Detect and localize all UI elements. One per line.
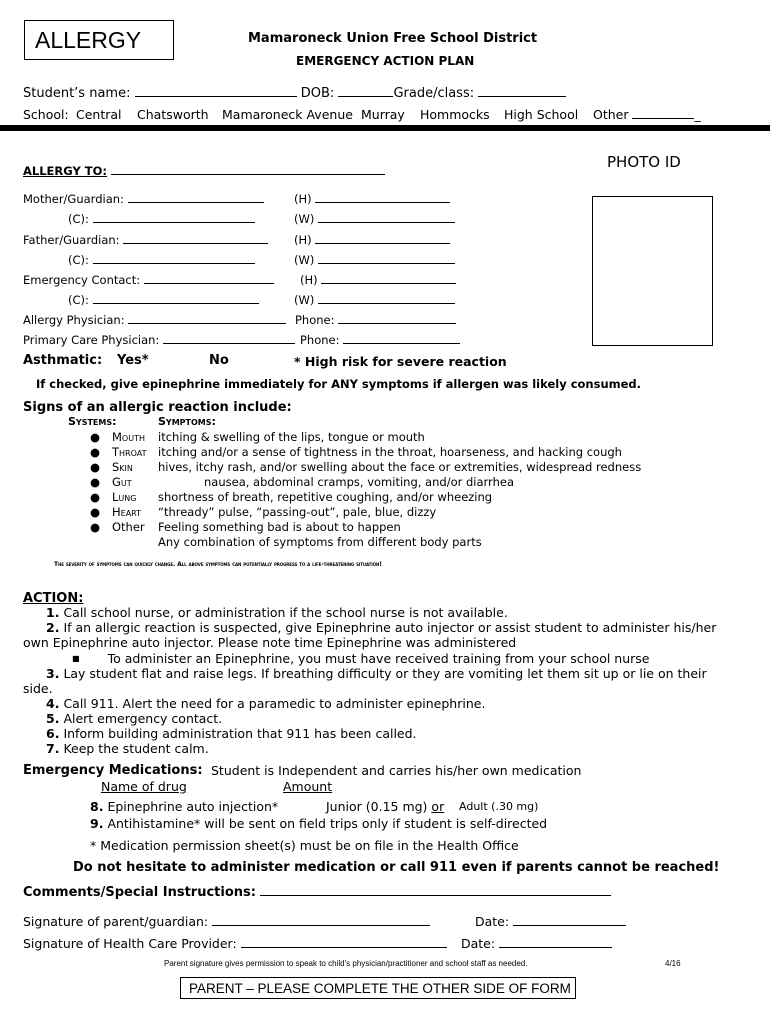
mother-cell-field[interactable] <box>93 210 255 223</box>
emergency-cell-row <box>68 291 259 307</box>
action-step <box>46 726 417 741</box>
allergy-physician-label: Allergy Physician: <box>23 313 125 327</box>
father-field[interactable] <box>123 231 268 244</box>
primary-physician-field[interactable] <box>163 331 295 344</box>
parent-signature-row <box>23 913 430 929</box>
emergency-work-row <box>294 291 455 307</box>
step-text: Lay student flat and raise legs. If breathing difficulty or they are vomiting let them sit up or lie on their <box>63 666 707 681</box>
home-phone-label: (H) <box>294 192 312 206</box>
symptoms-column-header: Symptoms: <box>158 415 216 428</box>
action-step <box>46 696 485 711</box>
signs-heading: Signs of an allergic reaction include: <box>23 400 292 415</box>
parent-signature-label: Signature of parent/guardian: <box>23 914 209 929</box>
combination-note: Any combination of symptoms from different body parts <box>158 535 482 549</box>
school-label: School: <box>23 107 69 122</box>
form-version: 4/16 <box>665 959 681 968</box>
asthmatic-yes-option[interactable]: Yes* <box>117 353 149 368</box>
symptom-text: hives, itchy rash, and/or swelling about the face or extremities, widespread redness <box>158 460 642 474</box>
emergency-cell-field[interactable] <box>93 291 259 304</box>
symptom-text: shortness of breath, repetitive coughing, and/or wheezing <box>158 490 493 504</box>
step-text: Alert emergency contact. <box>63 711 223 726</box>
allergy-badge-text: ALLERGY <box>35 27 142 53</box>
student-name-field[interactable] <box>135 84 297 97</box>
warning-text: Do not hesitate to administer medication or call 911 even if parents cannot be reached! <box>73 860 720 875</box>
system-name: Gut <box>112 475 132 489</box>
banner-text: PARENT – PLEASE COMPLETE THE OTHER SIDE OF FORM <box>189 981 571 996</box>
independent-note: Student is Independent and carries his/her own medication <box>211 763 582 778</box>
district-name: Mamaroneck Union Free School District <box>248 31 538 46</box>
system-name: Throat <box>112 445 147 459</box>
school-option-mamaroneck-avenue[interactable]: Mamaroneck Avenue <box>222 107 353 122</box>
high-risk-note: * High risk for severe reaction <box>294 354 507 369</box>
school-option-other[interactable]: Other _ <box>593 107 701 122</box>
action-step <box>46 605 508 620</box>
home-phone-label: (H) <box>300 273 318 287</box>
date-label: Date: <box>461 936 496 951</box>
junior-dose-label: Junior (0.15 mg) <box>326 799 428 814</box>
parent-signature-field[interactable] <box>212 913 430 926</box>
symptom-text: itching and/or a sense of tightness in the throat, hoarseness, and hacking cough <box>158 445 622 459</box>
mother-cell-row <box>68 210 255 226</box>
work-phone-label: (W) <box>294 253 315 267</box>
mother-field[interactable] <box>128 190 264 203</box>
father-work-field[interactable] <box>318 251 455 264</box>
grade-label: Grade/class: <box>393 86 475 101</box>
allergy-physician-phone-field[interactable] <box>338 311 456 324</box>
section-divider <box>0 125 770 131</box>
cell-phone-label: (C): <box>68 293 89 307</box>
system-name: Heart <box>112 505 142 519</box>
action-step <box>46 666 707 681</box>
mother-home-field[interactable] <box>315 190 450 203</box>
school-option-chatsworth[interactable]: Chatsworth <box>137 107 209 122</box>
comments-field[interactable] <box>260 883 611 896</box>
step-continuation: own Epinephrine auto injector. Please note time Epinephrine was administered <box>23 635 517 650</box>
medication-item-9 <box>90 816 547 831</box>
step-text: Keep the student calm. <box>63 741 209 756</box>
permission-note: * Medication permission sheet(s) must be on file in the Health Office <box>90 838 519 853</box>
amount-column-header: Amount <box>283 779 333 794</box>
system-name: Skin <box>112 460 133 474</box>
allergy-to-row: ALLERGY TO: <box>23 162 385 178</box>
primary-physician-phone-field[interactable] <box>343 331 460 344</box>
mother-work-field[interactable] <box>318 210 455 223</box>
step-continuation: side. <box>23 681 53 696</box>
action-step <box>46 620 716 635</box>
dob-label: DOB: <box>300 86 335 101</box>
primary-physician-phone-row <box>300 331 460 347</box>
parent-date-row <box>475 913 626 929</box>
step-number: 3. <box>46 666 60 681</box>
system-name: Other <box>112 520 145 534</box>
symptom-text: “thready” pulse, “passing-out”, pale, blue, dizzy <box>158 505 437 519</box>
step-text: Call 911. Alert the need for a paramedic to administer epinephrine. <box>63 696 486 711</box>
emergency-work-field[interactable] <box>318 291 455 304</box>
medication-name: Antihistamine* will be sent on field trips only if student is self-directed <box>107 816 548 831</box>
allergy-to-label: ALLERGY TO <box>23 164 103 178</box>
symptom-text: itching & swelling of the lips, tongue or mouth <box>158 430 425 444</box>
provider-signature-field[interactable] <box>241 935 447 948</box>
sub-bullet: ■ To administer an Epinephrine, you must have received training from your school nurse <box>72 651 650 666</box>
emergency-home-row <box>300 271 456 287</box>
allergy-physician-row <box>23 311 286 327</box>
step-text: Inform building administration that 911 has been called. <box>63 726 417 741</box>
father-home-row <box>294 231 450 247</box>
systems-column-header: Systems: <box>68 415 117 428</box>
action-step <box>46 741 209 756</box>
severity-note: The severity of symptoms can quickly change. All above symptoms can potentially progress to a life-threatening situation! <box>54 561 382 568</box>
primary-physician-row <box>23 331 295 347</box>
emergency-field[interactable] <box>144 271 274 284</box>
footer-permission-note: Parent signature gives permission to speak to child’s physician/practitioner and school staff as needed. <box>164 959 528 968</box>
epinephrine-note: If checked, give epinephrine immediately for ANY symptoms if allergen was likely consumed. <box>36 377 642 391</box>
date-label: Date: <box>475 914 510 929</box>
cell-phone-label: (C): <box>68 253 89 267</box>
allergy-physician-phone-row <box>295 311 456 327</box>
dob-field[interactable] <box>338 84 393 97</box>
asthmatic-no-option[interactable]: No <box>209 353 229 368</box>
student-info-row <box>23 84 566 101</box>
emergency-medications-label: Emergency Medications: <box>23 763 203 778</box>
phone-label: Phone: <box>300 333 340 347</box>
primary-physician-label: Primary Care Physician: <box>23 333 160 347</box>
step-number: 7. <box>46 741 60 756</box>
emergency-home-field[interactable] <box>321 271 456 284</box>
father-label: Father/Guardian: <box>23 233 120 247</box>
school-option-hommocks[interactable]: Hommocks <box>420 107 490 122</box>
step-number: 6. <box>46 726 60 741</box>
step-number: 4. <box>46 696 60 711</box>
phone-label: Phone: <box>295 313 335 327</box>
grade-field[interactable] <box>478 84 566 97</box>
school-option-central[interactable]: Central <box>76 107 122 122</box>
father-cell-field[interactable] <box>93 251 255 264</box>
work-phone-label: (W) <box>294 212 315 226</box>
school-option-high-school[interactable]: High School <box>504 107 579 122</box>
work-phone-label: (W) <box>294 293 315 307</box>
father-cell-row <box>68 251 255 267</box>
symptom-text: nausea, abdominal cramps, vomiting, and/or diarrhea <box>204 475 514 489</box>
sub-bullet-text: To administer an Epinephrine, you must have received training from your school nurse <box>107 651 650 666</box>
provider-signature-label: Signature of Health Care Provider: <box>23 936 237 951</box>
provider-date-row <box>461 935 612 951</box>
system-name: Lung <box>112 490 137 504</box>
step-text: Call school nurse, or administration if the school nurse is not available. <box>63 605 508 620</box>
system-name: Mouth <box>112 430 145 444</box>
father-home-field[interactable] <box>315 231 450 244</box>
action-heading: ACTION: <box>23 591 84 606</box>
provider-signature-row <box>23 935 447 951</box>
allergy-to-field[interactable] <box>111 162 385 175</box>
cell-phone-label: (C): <box>68 212 89 226</box>
complete-other-side-banner <box>180 977 576 999</box>
step-number: 2. <box>46 620 60 635</box>
comments-row <box>23 883 611 900</box>
father-work-row <box>294 251 455 267</box>
allergy-badge <box>24 20 174 60</box>
comments-label: Comments/Special Instructions: <box>23 885 256 900</box>
form-title: EMERGENCY ACTION PLAN <box>296 54 475 68</box>
or-label: or <box>431 799 445 814</box>
medication-name: Epinephrine auto injection* <box>107 799 279 814</box>
home-phone-label: (H) <box>294 233 312 247</box>
mother-label: Mother/Guardian: <box>23 192 124 206</box>
step-number: 1. <box>46 605 60 620</box>
school-other-field[interactable] <box>632 108 694 119</box>
item-number: 9. <box>90 816 104 831</box>
provider-date-field[interactable] <box>499 935 612 948</box>
mother-home-row <box>294 190 450 206</box>
parent-date-field[interactable] <box>513 913 626 926</box>
photo-id-box <box>592 196 713 346</box>
step-text: If an allergic reaction is suspected, give Epinephrine auto injector or assist student to administer his/her <box>63 620 717 635</box>
allergy-physician-field[interactable] <box>128 311 286 324</box>
school-other-label: Other <box>593 107 629 122</box>
symptom-text: Feeling something bad is about to happen <box>158 520 401 534</box>
action-step <box>46 711 222 726</box>
emergency-label: Emergency Contact: <box>23 273 141 287</box>
adult-dose-option[interactable]: Adult (.30 mg) <box>459 800 539 813</box>
mother-row <box>23 190 264 206</box>
drug-column-header: Name of drug <box>101 779 187 794</box>
medication-item-8 <box>90 799 278 814</box>
mother-work-row <box>294 210 455 226</box>
junior-dose-option[interactable] <box>326 799 444 814</box>
school-option-murray[interactable]: Murray <box>361 107 405 122</box>
student-name-label: Student’s name: <box>23 86 131 101</box>
step-number: 5. <box>46 711 60 726</box>
item-number: 8. <box>90 799 104 814</box>
emergency-row <box>23 271 274 287</box>
photo-id-label: PHOTO ID <box>607 153 681 171</box>
asthmatic-label: Asthmatic: <box>23 353 103 368</box>
father-row <box>23 231 268 247</box>
